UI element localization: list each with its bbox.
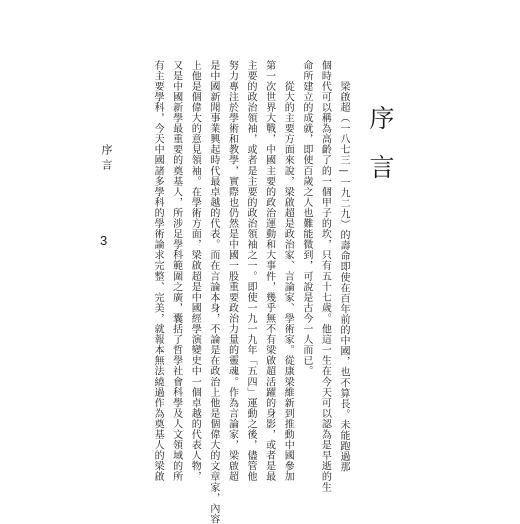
page-title: 序言 [366, 105, 395, 203]
text-column: 第一次世界大戰，中國主要的政治運動和大事件，幾乎無不有梁啟超活躍的身影，或者是最 [263, 60, 275, 482]
running-head: 序言 [100, 144, 113, 174]
text-column: 努力專注於學術和教學，實際也仍然是中國一股重要政治力量的靈魂。作為言論家，梁啟超 [226, 60, 238, 482]
text-column: 又是中國新學最重要的奠基人，所涉足學科範圍之廣，囊括了哲學社會科學及人文領域的所 [170, 60, 182, 482]
preface-body [147, 60, 352, 524]
page-number: 3 [100, 233, 108, 248]
text-column: 是中國新聞事業興起時代最卓越的代表。而在言論本身，不論是在政治上他是個偉大的文章家，內容 [207, 60, 219, 524]
text-column: 上他是個偉大的意見領袖。在學術方面，梁啟超是中國經學演變史中一個卓越的代表人物， [189, 60, 201, 482]
text-column: 梁啟超（一八七三—一九二九）的壽命即使在百年前的中國，也不算長。未能跑過那 [338, 60, 349, 473]
text-column: 從大的主要方面來說，梁啟超是政治家、言論家、學術家。從康梁維新到推動中國參加 [282, 60, 294, 482]
text-column: 個時代可以稱為高齡了的一個甲子的坎，只有五十七歲。他這一生在今天可以認為是早逝的生 [319, 60, 331, 493]
text-column: 有主要學科，今天中國諸多學科的學術論求完整、完美，就報本無法繞過作為奠基人的梁啟 [152, 60, 164, 482]
text-column: 命所建立的成就，即使百歲之人也難能微到，可說是古今一人而已。 [300, 60, 312, 377]
text-column: 主要的政治領袖，或者是主要的政治領袖之一。即使一九一九年「五四」運動之後，儘管他 [245, 60, 257, 482]
